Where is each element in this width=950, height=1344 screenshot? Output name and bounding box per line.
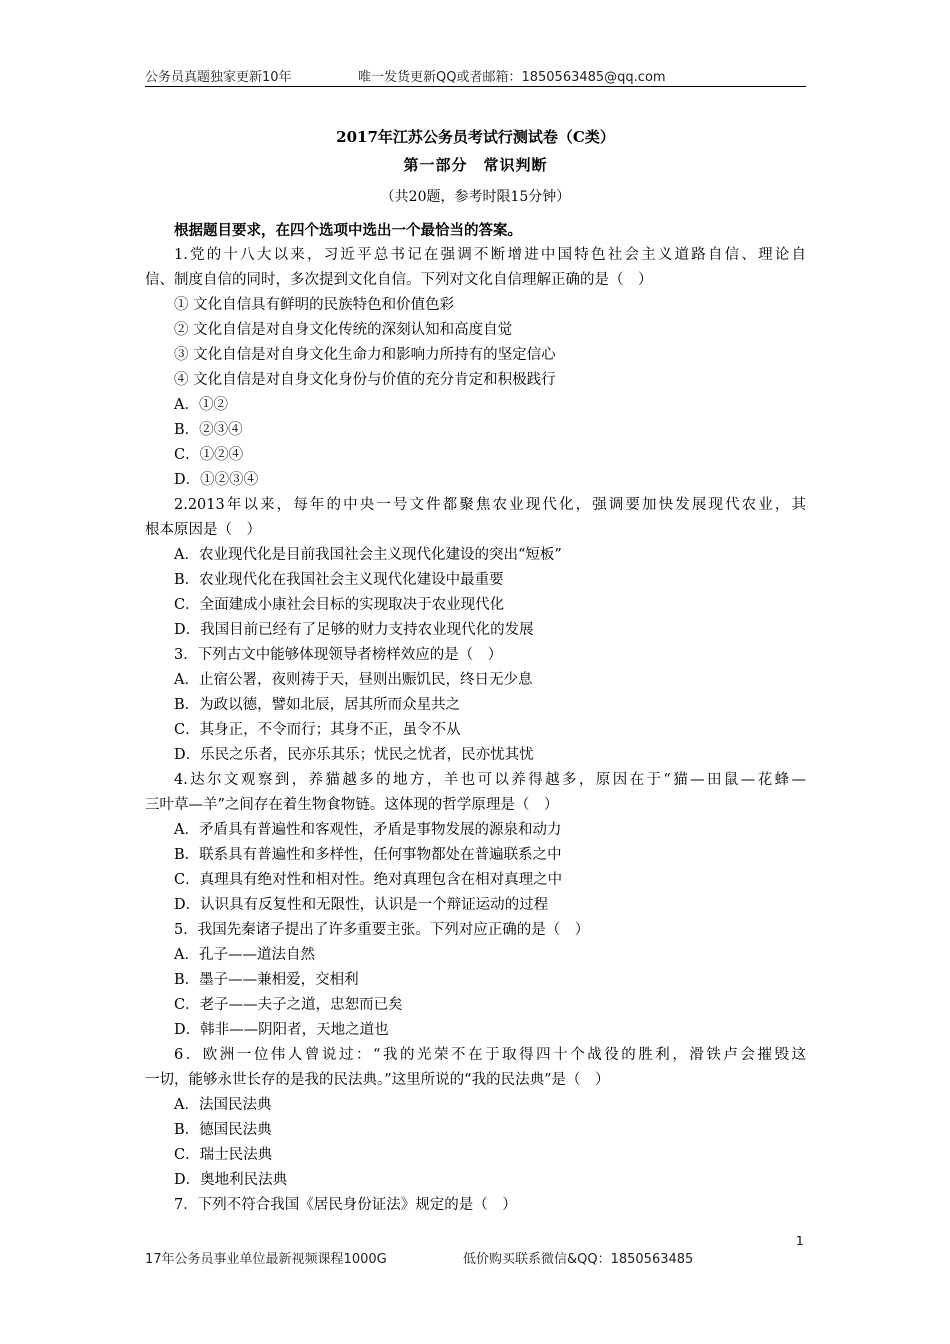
question-2-option-a: A．农业现代化是目前我国社会主义现代化建设的突出“短板” [174,547,562,563]
question-5-option-b: B．墨子——兼相爱，交相利 [174,972,359,988]
question-6-option-b: B．德国民法典 [174,1122,272,1138]
question-2-line-2: 根本原因是（ ） [145,522,261,538]
question-2-line-1: 2.2013年以来，每年的中央一号文件都聚焦农业现代化，强调要加快发展现代农业，其 [174,497,806,513]
question-6-option-a: A．法国民法典 [174,1097,272,1113]
question-1-option-b: B．②③④ [174,422,243,438]
question-5-option-c: C．老子——夫子之道，忠恕而已矣 [174,997,403,1013]
question-1-statement-4: ④ 文化自信是对自身文化身份与价值的充分肯定和积极践行 [174,372,556,388]
page-header [145,66,805,88]
question-2-option-c: C．全面建成小康社会目标的实现取决于农业现代化 [174,597,505,613]
question-1-statement-2: ② 文化自信是对自身文化传统的深刻认知和高度自觉 [174,322,513,338]
question-4-option-b: B．联系具有普遍性和多样性，任何事物都处在普遍联系之中 [174,847,562,863]
question-3-option-a: A．止宿公署，夜则祷于天，昼则出赈饥民，终日无少息 [174,672,533,688]
question-3-option-b: B．为政以德，譬如北辰，居其所而众星共之 [174,697,461,713]
question-1-statement-1: ① 文化自信具有鲜明的民族特色和价值色彩 [174,297,455,313]
question-4-option-a: A．矛盾具有普遍性和客观性，矛盾是事物发展的源泉和动力 [174,822,562,838]
header-left-text: 公务员真题独家更新10年 [145,70,292,85]
question-1-statement-3: ③ 文化自信是对自身文化生命力和影响力所持有的坚定信心 [174,347,556,363]
question-6-line-2: 一切，能够永世长存的是我的民法典。”这里所说的“我的民法典”是（ ） [145,1072,610,1088]
question-4-line-2: 三叶草—羊”之间存在着生物食物链。这体现的哲学原理是（ ） [145,797,559,813]
header-right-text: 唯一发货更新QQ或者邮箱：1850563485@qq.com [358,70,666,85]
instruction-text: 根据题目要求，在四个选项中选出一个最恰当的答案。 [174,222,522,239]
section-note: （共20题，参考时限15分钟） [380,189,571,205]
question-5-option-a: A．孔子——道法自然 [174,947,315,963]
footer-right-text: 低价购买联系微信&QQ：1850563485 [463,1252,694,1267]
footer-left-text: 17年公务员事业单位最新视频课程1000G [145,1252,387,1267]
question-6-option-d: D．奥地利民法典 [174,1172,288,1188]
question-6-line-1: 6．欧洲一位伟人曾说过：“我的光荣不在于取得四十个战役的胜利，滑铁卢会摧毁这 [174,1047,806,1063]
exam-title: 2017年江苏公务员考试行测试卷（C类） [336,128,615,146]
question-3-line-1: 3．下列古文中能够体现领导者榜样效应的是（ ） [174,647,503,663]
question-6-option-c: C．瑞士民法典 [174,1147,273,1163]
question-1-line-2: 信、制度自信的同时，多次提到文化自信。下列对文化自信理解正确的是（ ） [145,272,653,288]
question-3-option-d: D．乐民之乐者，民亦乐其乐；忧民之忧者，民亦忧其忧 [174,747,534,763]
question-1-option-c: C．①②④ [174,447,244,463]
question-1-option-d: D．①②③④ [174,472,259,488]
section-title: 第一部分 常识判断 [403,156,548,174]
question-2-option-d: D．我国目前已经有了足够的财力支持农业现代化的发展 [174,622,534,638]
question-5-option-d: D．韩非——阴阳者，天地之道也 [174,1022,389,1038]
question-2-option-b: B．农业现代化在我国社会主义现代化建设中最重要 [174,572,504,588]
header-divider [145,86,806,87]
question-3-option-c: C．其身正，不令而行；其身不正，虽令不从 [174,722,461,738]
question-4-line-1: 4.达尔文观察到，养猫越多的地方，羊也可以养得越多，原因在于“猫—田鼠—花蜂— [174,772,806,788]
question-body [145,218,806,1218]
question-5-line-1: 5．我国先秦诸子提出了许多重要主张。下列对应正确的是（ ） [174,922,590,938]
page-number: 1 [796,1234,804,1248]
question-1-line-1: 1.党的十八大以来，习近平总书记在强调不断增进中国特色社会主义道路自信、理论自 [174,247,806,263]
question-7-line-1: 7．下列不符合我国《居民身份证法》规定的是（ ） [174,1197,517,1213]
question-1-option-a: A．①② [174,397,228,413]
question-4-option-c: C．真理具有绝对性和相对性。绝对真理包含在相对真理之中 [174,872,563,888]
question-4-option-d: D．认识具有反复性和无限性，认识是一个辩证运动的过程 [174,897,549,913]
